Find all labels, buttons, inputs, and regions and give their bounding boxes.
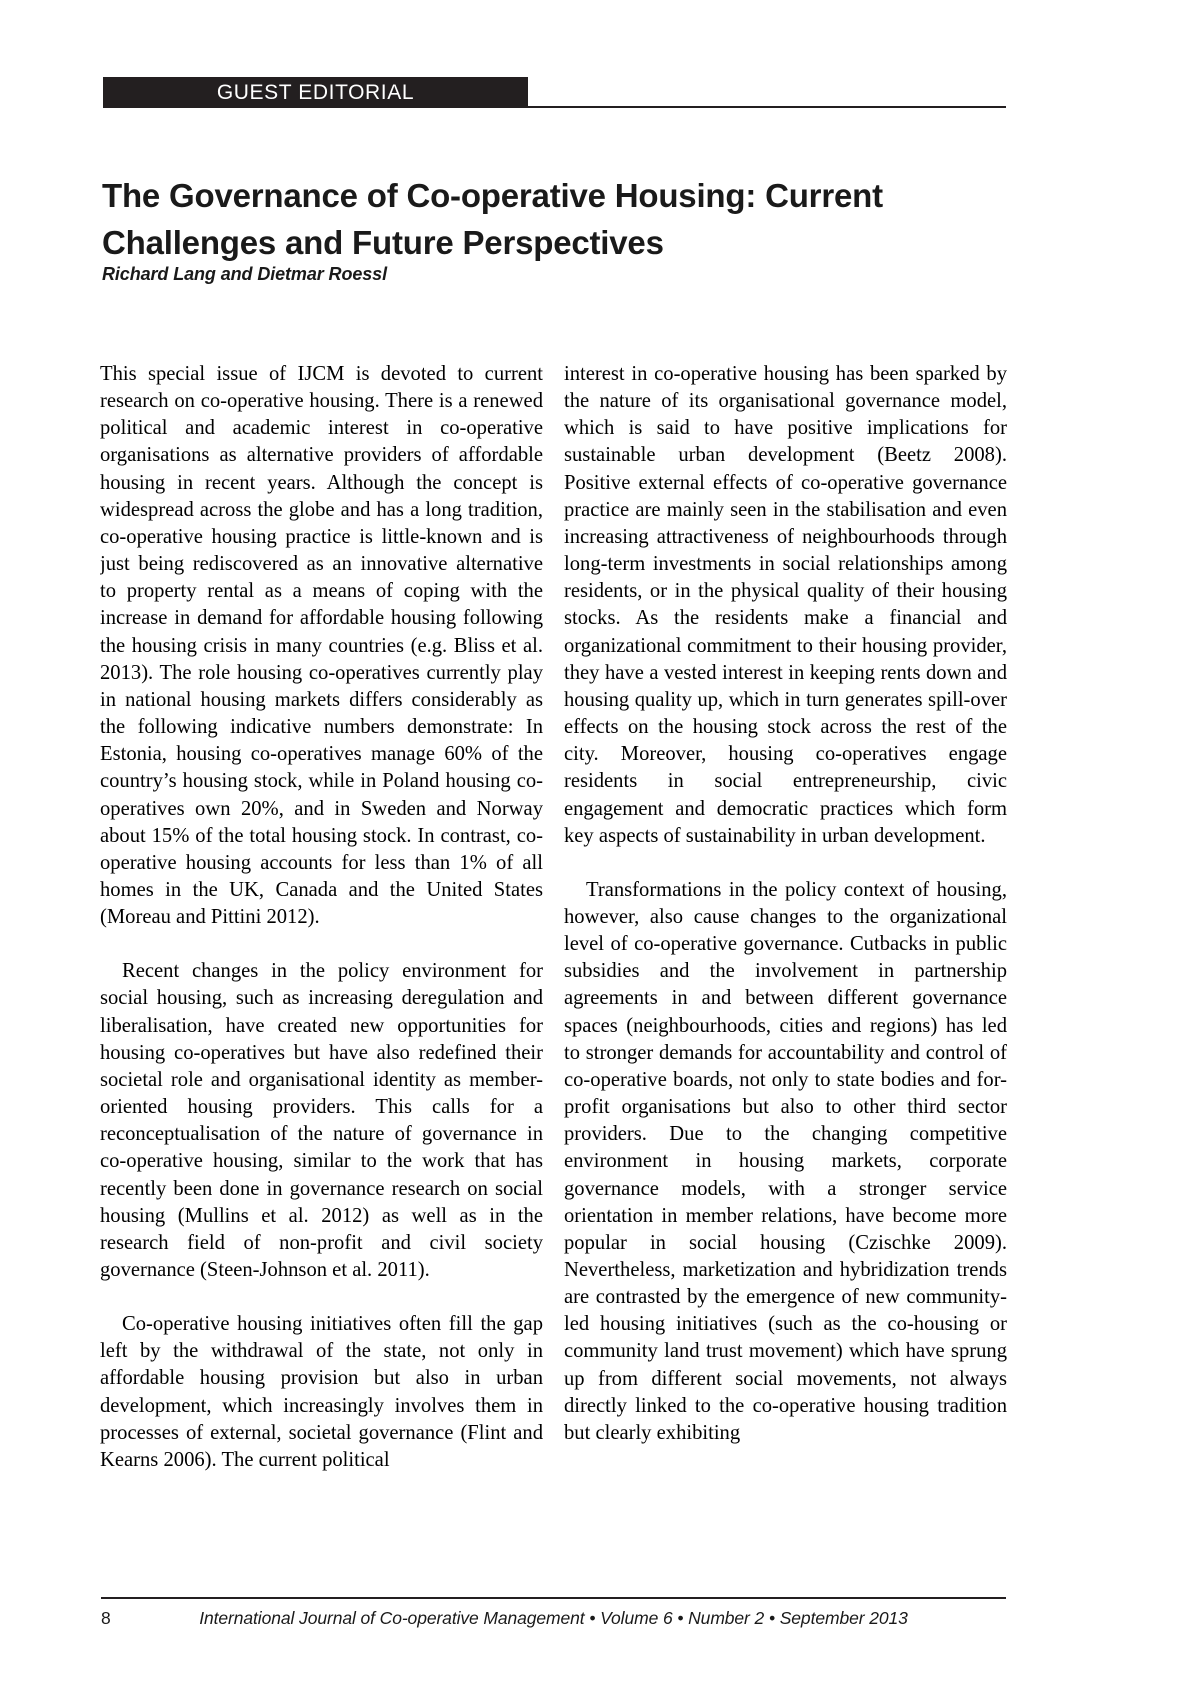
page-number: 8: [101, 1608, 111, 1628]
page-title: The Governance of Co-operative Housing: Current Challenges and Future Perspectives: [102, 177, 883, 262]
author-byline: Richard Lang and Dietmar Roessl: [102, 264, 387, 284]
body-column-right: [564, 361, 1007, 1586]
running-head-label: GUEST EDITORIAL: [216, 81, 415, 104]
running-head-rule: [528, 106, 1006, 108]
page-footer: [101, 1608, 1006, 1638]
paragraph: Co-operative housing initiatives often fill the gap left by the withdrawal of the state, not only in affordable housing provision but also in urban development, which increasingly involves them in processes of external, societal governance (Flint and Kearns 2006). The current political: [100, 1313, 543, 1471]
paragraph: interest in co-operative housing has been sparked by the nature of its organisational governance model, which is said to have positive implications for sustainable urban development (Beetz 2008). Positive external effects of co-operative governance practice are mainly seen in the stabilisation and even increasing attractiveness of neighbourhoods through long-term investments in social relationships among residents, or in the physical quality of their housing stocks. As the residents make a financial and organizational commitment to their housing provider, they have a vested interest in keeping rents down and housing quality up, which in turn generates spill-over effects on the housing stock across the rest of the city. Moreover, housing co-operatives engage residents in social entrepreneurship, civic engagement and democratic practices which form key aspects of sustainability in urban development.: [564, 363, 1007, 847]
paragraph: This special issue of IJCM is devoted to current research on co-operative housing. There is a renewed political and academic interest in co-operative organisations as alternative providers of affordable housing in recent years. Although the concept is widespread across the globe and has a long tradition, co-operative housing practice is little-known and is just being rediscovered as an innovative alternative to property rental as a means of coping with the increase in demand for affordable housing following the housing crisis in many countries (e.g. Bliss et al. 2013). The role housing co-operatives currently play in national housing markets differs considerably as the following indicative numbers demonstrate: In Estonia, housing co-operatives manage 60% of the country’s housing stock, while in Poland housing co-operatives own 20%, and in Sweden and Norway about 15% of the total housing stock. In contrast, co-operative housing accounts for less than 1% of all homes in the UK, Canada and the United States (Moreau and Pittini 2012).: [100, 363, 543, 929]
running-head: [103, 77, 1006, 111]
footer-rule: [101, 1597, 1006, 1599]
body-column-left: [100, 361, 543, 1586]
article-body: [100, 361, 1007, 1586]
paragraph: Transformations in the policy context of housing, however, also cause changes to the organizational level of co-operative governance. Cutbacks in public subsidies and the involvement in partnership agreements in and between different governance spaces (neighbourhoods, cities and regions) has led to stronger demands for accountability and control of co-operative boards, not only to state bodies and for-profit organisations but also to other third sector providers. Due to the changing competitive environment in housing markets, corporate governance models, with a stronger service orientation in member relations, have become more popular in social housing (Czischke 2009). Nevertheless, marketization and hybridization trends are contrasted by the emergence of new community-led housing initiatives (such as the co-housing or community land trust movement) which have sprung up from different social movements, not always directly linked to the co-operative housing tradition but clearly exhibiting: [564, 878, 1007, 1444]
journal-citation: International Journal of Co-operative Management • Volume 6 • Number 2 • September 2013: [199, 1608, 908, 1628]
paragraph: Recent changes in the policy environment for social housing, such as increasing deregulation and liberalisation, have created new opportunities for housing co-operatives but have also redefined their societal role and organisational identity as member-oriented housing providers. This calls for a reconceptualisation of the nature of governance in co-operative housing, similar to the work that has recently been done in governance research on social housing (Mullins et al. 2012) as well as in the research field of non-profit and civil society governance (Steen-Johnson et al. 2011).: [100, 960, 543, 1281]
